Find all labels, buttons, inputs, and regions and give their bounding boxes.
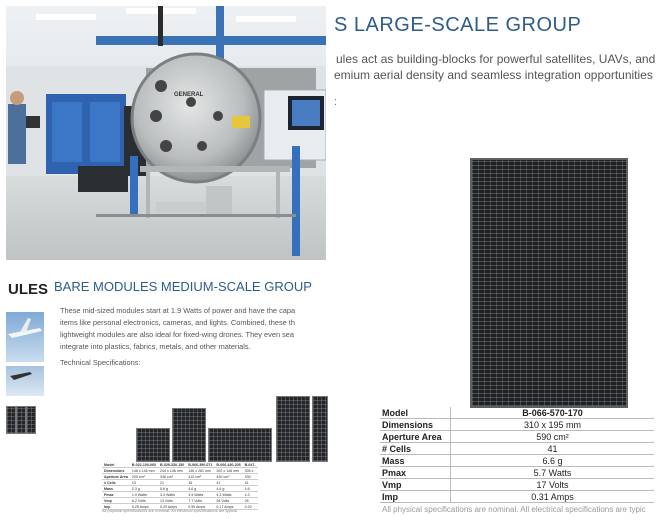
table-cell: 430 <box>243 474 258 480</box>
table-cell: Dimensions <box>102 468 130 474</box>
medium-scale-group-title: BARE MODULES MEDIUM-SCALE GROUP <box>54 279 312 294</box>
table-cell: Vmp <box>102 498 130 504</box>
spec-value: 590 cm² <box>451 431 655 443</box>
b-066-570-170-footnote: All physical specifications are nominal. All electrical specifications are typic <box>382 505 646 514</box>
table-row <box>380 431 654 443</box>
aircraft-thumbnail <box>6 312 44 362</box>
table-cell: 2.3 g <box>130 486 158 492</box>
table-cell: 346 cm² <box>158 474 186 480</box>
table-header-cell: B-022-100-060 <box>131 462 157 467</box>
table-header-cell: B-029-330-150 <box>160 462 185 467</box>
table-cell: 302 x 146 mm <box>214 468 242 474</box>
table-cell: 4.6 g <box>186 486 214 492</box>
table-cell: 244 x 146 mm <box>158 468 186 474</box>
drone-icon <box>6 366 44 396</box>
module-thumbnail <box>6 406 36 434</box>
table-row <box>380 443 654 455</box>
table-cell: 4.3 <box>243 492 258 498</box>
table-header-cell: B-047- <box>244 462 256 467</box>
large-scale-description-line-2: emium aerial density and seamless integration opportunities <box>334 68 653 82</box>
medium-scale-footnote: All physical specifications are nominal. All electrical specifications are typical. <box>102 508 239 513</box>
b-066-570-170-panel <box>330 126 654 522</box>
medium-scale-paragraph-line-3: lightweight modules are also ideal for fixed-wing drones. They even sea <box>60 330 295 339</box>
medium-scale-paragraph-line-2: items like personal electronics, cameras, and lights. Combined, these th <box>60 318 295 327</box>
spec-value: 17 Volts <box>451 479 655 491</box>
large-scale-description-line-1: ules act as building-blocks for powerful satellites, UAVs, and <box>336 52 656 66</box>
large-scale-group-panel <box>330 6 654 124</box>
table-cell: Aperture Area <box>104 474 128 479</box>
table-cell: 4.6 g <box>214 486 242 492</box>
lab-photo <box>6 6 326 260</box>
table-cell: 0.20 <box>243 504 258 510</box>
table-header-cell: B-066-390-071 <box>188 462 213 467</box>
table-cell: 0.17 Amps <box>214 504 242 510</box>
module-image-b-029 <box>172 408 206 462</box>
module-image-b-022 <box>136 428 170 462</box>
table-header-cell: Model <box>102 462 130 468</box>
table-cell: 146 x 146 mm <box>130 468 158 474</box>
table-cell: 200 cm² <box>130 474 158 480</box>
table-cell: 21 <box>158 480 186 486</box>
table-cell: 305 x <box>243 468 258 474</box>
medium-scale-paragraph-line-4: integrate into plastics, fabrics, metals, and other materials. <box>60 342 251 351</box>
table-cell: 26 Volts <box>214 498 242 504</box>
solar-module-image <box>470 158 628 408</box>
table-cell: 16 <box>186 480 214 486</box>
spec-value: 41 <box>451 443 655 455</box>
vacuum-chamber-illustration <box>6 6 326 260</box>
table-cell: 26 <box>243 498 258 504</box>
technical-specifications-label: Technical Specifications: <box>60 358 141 367</box>
table-cell: 7.7 Volts <box>186 498 214 504</box>
medium-scale-specs-table <box>102 462 258 510</box>
spec-value: 310 x 195 mm <box>451 419 655 431</box>
large-scale-group-title: S LARGE-SCALE GROUP <box>334 14 582 36</box>
table-cell: 5.6 g <box>158 486 186 492</box>
table-row <box>380 455 654 467</box>
spec-label: Model <box>380 407 451 419</box>
table-cell: 3.9 Watts <box>186 492 214 498</box>
spec-label: Dimensions <box>380 419 451 431</box>
table-cell: 0.20 Amps <box>158 504 186 510</box>
table-cell: 410 cm² <box>186 474 214 480</box>
table-cell: # Cells <box>102 480 130 486</box>
medium-scale-group-panel <box>6 262 326 522</box>
table-cell: 41 <box>214 480 242 486</box>
spec-label: Aperture Area <box>380 431 451 443</box>
table-cell: Pmax <box>102 492 130 498</box>
side-heading: ULES <box>8 281 49 298</box>
chamber-brand-label: GENERAL <box>174 92 204 98</box>
spec-label: Vmp <box>380 479 451 491</box>
table-cell: 13 Volts <box>158 498 186 504</box>
table-cell: Mass <box>102 486 130 492</box>
spec-label: # Cells <box>380 443 451 455</box>
spec-label: Pmax <box>380 467 451 479</box>
spec-value: B-066-570-170 <box>451 407 655 419</box>
table-cell: 0.55 Amps <box>186 504 214 510</box>
drone-thumbnail <box>6 366 44 396</box>
table-cell: 4.3 Watts <box>214 492 242 498</box>
module-image-b-047 <box>312 396 328 462</box>
table-row <box>380 479 654 491</box>
spec-label: Imp <box>380 491 451 503</box>
table-cell: 1.9 Watts <box>130 492 158 498</box>
table-cell: 0.25 Amps <box>130 504 158 510</box>
table-cell: Imp <box>102 504 130 510</box>
large-scale-description-line-3: : <box>334 96 338 108</box>
module-image-b-066-430 <box>276 396 310 462</box>
table-row <box>380 491 654 503</box>
table-cell: 10 <box>130 480 158 486</box>
table-cell: 3.3 Watts <box>158 492 186 498</box>
spec-value: 6.6 g <box>451 455 655 467</box>
table-header-cell: B-066-430-205 <box>216 462 241 467</box>
module-image-b-066-390 <box>208 428 272 462</box>
spec-value: 5.7 Watts <box>451 467 655 479</box>
table-cell: 41 <box>243 480 258 486</box>
b-066-570-170-specs-table <box>380 407 654 503</box>
table-cell: 146 x 281 mm <box>186 468 214 474</box>
table-row <box>380 467 654 479</box>
table-cell: 430 cm² <box>214 474 242 480</box>
table-row <box>380 407 654 419</box>
spec-label: Mass <box>380 455 451 467</box>
table-cell: 6.2 Volts <box>130 498 158 504</box>
table-row <box>380 419 654 431</box>
spec-value: 0.31 Amps <box>451 491 655 503</box>
medium-scale-paragraph-line-1: These mid-sized modules start at 1.9 Watts of power and have the capa <box>60 306 296 315</box>
airplane-icon <box>6 312 44 362</box>
table-cell: 4.6 <box>243 486 258 492</box>
